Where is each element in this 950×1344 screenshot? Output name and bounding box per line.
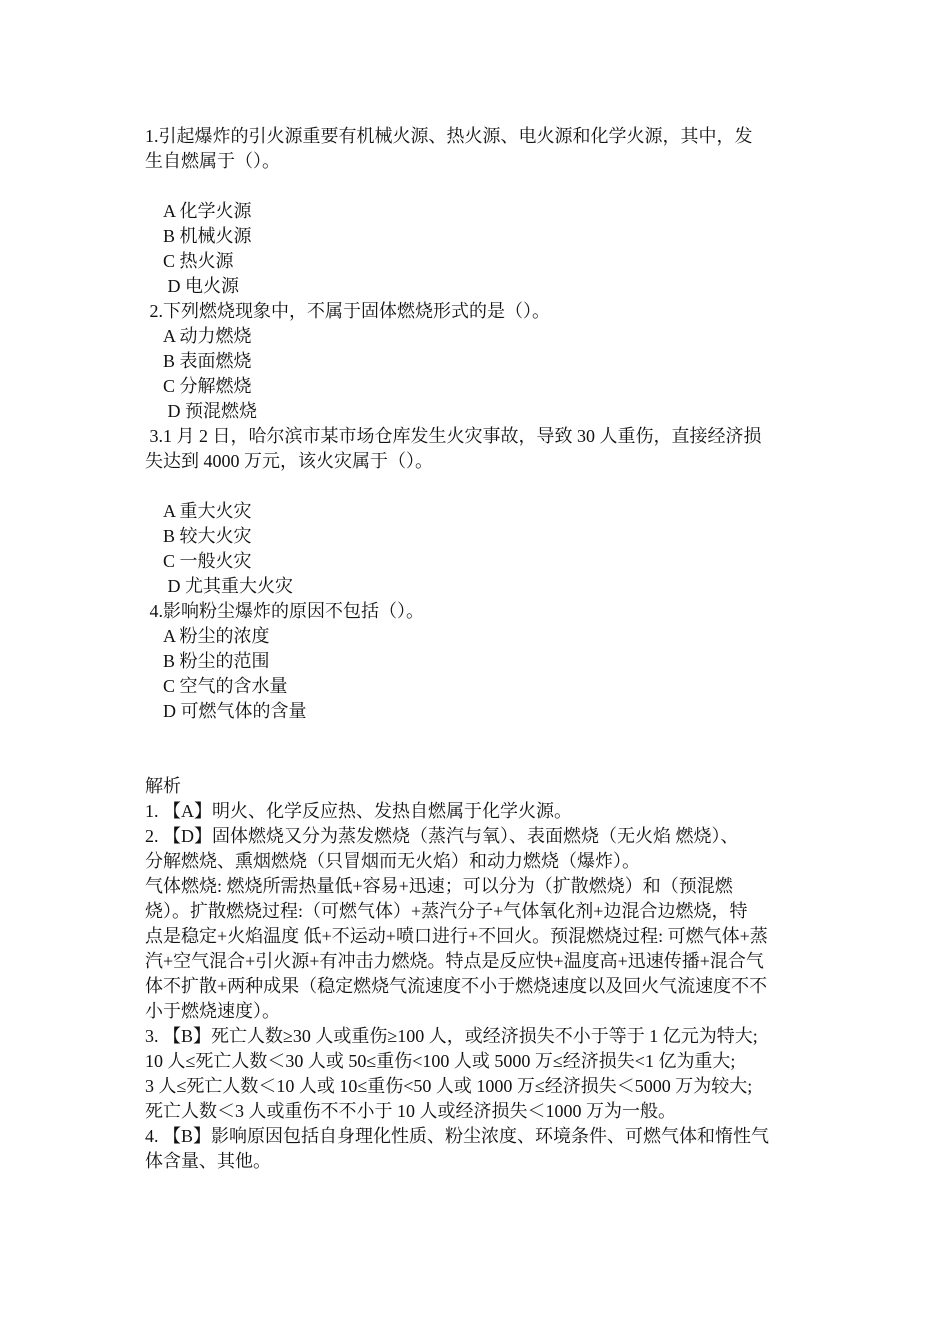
analysis-line: 体含量、其他。 bbox=[145, 1151, 271, 1171]
question-2-stem-line-1: 2.下列燃烧现象中，不属于固体燃烧形式的是（）。 bbox=[145, 301, 550, 321]
question-4-stem-line-1: 4.影响粉尘爆炸的原因不包括（）。 bbox=[145, 601, 424, 621]
question-2-option-a: A 动力燃烧 bbox=[163, 326, 252, 346]
question-3-option-c: C 一般火灾 bbox=[163, 551, 252, 571]
question-2-option-d: D 预混燃烧 bbox=[163, 401, 257, 421]
analysis-line: 1. 【A】明火、化学反应热、发热自燃属于化学火源。 bbox=[145, 801, 572, 821]
question-1-option-c: C 热火源 bbox=[163, 251, 234, 271]
analysis-heading: 解析 bbox=[145, 776, 181, 796]
question-4-option-b: B 粉尘的范围 bbox=[163, 651, 270, 671]
analysis-line: 3 人≤死亡人数＜10 人或 10≤重伤<50 人或 1000 万≤经济损失＜5000 万为较大; bbox=[145, 1076, 753, 1096]
analysis-line: 汽+空气混合+引火源+有冲击力燃烧。特点是反应快+温度高+迅速传播+混合气 bbox=[145, 951, 764, 971]
question-4-option-d: D 可燃气体的含量 bbox=[163, 701, 307, 721]
question-3-option-a: A 重大火灾 bbox=[163, 501, 252, 521]
analysis-line: 3. 【B】死亡人数≥30 人或重伤≥100 人，或经济损失不小于等于 1 亿元为特大; bbox=[145, 1026, 758, 1046]
analysis-line: 2. 【D】固体燃烧又分为蒸发燃烧（蒸汽与氧）、表面燃烧（无火焰 燃烧）、 bbox=[145, 826, 739, 846]
analysis-line: 气体燃烧: 燃烧所需热量低+容易+迅速；可以分为（扩散燃烧）和（预混燃 bbox=[145, 876, 733, 896]
question-1-stem-line-1: 1.引起爆炸的引火源重要有机械火源、热火源、电火源和化学火源，其中，发 bbox=[145, 126, 753, 146]
question-1-option-d: D 电火源 bbox=[163, 276, 239, 296]
question-3-stem-line-2: 失达到 4000 万元，该火灾属于（）。 bbox=[145, 451, 433, 471]
analysis-line: 小于燃烧速度）。 bbox=[145, 1001, 280, 1021]
question-1-option-a: A 化学火源 bbox=[163, 201, 252, 221]
question-4-option-a: A 粉尘的浓度 bbox=[163, 626, 270, 646]
question-2-option-b: B 表面燃烧 bbox=[163, 351, 252, 371]
analysis-line: 点是稳定+火焰温度 低+不运动+喷口进行+不回火。预混燃烧过程: 可燃气体+蒸 bbox=[145, 926, 768, 946]
question-4-option-c: C 空气的含水量 bbox=[163, 676, 288, 696]
question-3-option-d: D 尤其重大火灾 bbox=[163, 576, 293, 596]
question-1-stem-line-2: 生自燃属于（）。 bbox=[145, 151, 280, 171]
analysis-line: 4. 【B】影响原因包括自身理化性质、粉尘浓度、环境条件、可燃气体和惰性气 bbox=[145, 1126, 770, 1146]
question-3-stem-line-1: 3.1 月 2 日，哈尔滨市某市场仓库发生火灾事故，导致 30 人重伤，直接经济损 bbox=[145, 426, 762, 446]
analysis-line: 死亡人数＜3 人或重伤不不小于 10 人或经济损失＜1000 万为一般。 bbox=[145, 1101, 676, 1121]
analysis-line: 分解燃烧、熏烟燃烧（只冒烟而无火焰）和动力燃烧（爆炸）。 bbox=[145, 851, 640, 871]
analysis-line: 烧）。扩散燃烧过程:（可燃气体）+蒸汽分子+气体氧化剂+边混合边燃烧，特 bbox=[145, 901, 748, 921]
analysis-line: 10 人≤死亡人数＜30 人或 50≤重伤<100 人或 5000 万≤经济损失<1 亿为重大; bbox=[145, 1051, 736, 1071]
question-3-option-b: B 较大火灾 bbox=[163, 526, 252, 546]
question-2-option-c: C 分解燃烧 bbox=[163, 376, 252, 396]
question-1-option-b: B 机械火源 bbox=[163, 226, 252, 246]
analysis-line: 体不扩散+两种成果（稳定燃烧气流速度不小于燃烧速度以及回火气流速度不不 bbox=[145, 976, 768, 996]
